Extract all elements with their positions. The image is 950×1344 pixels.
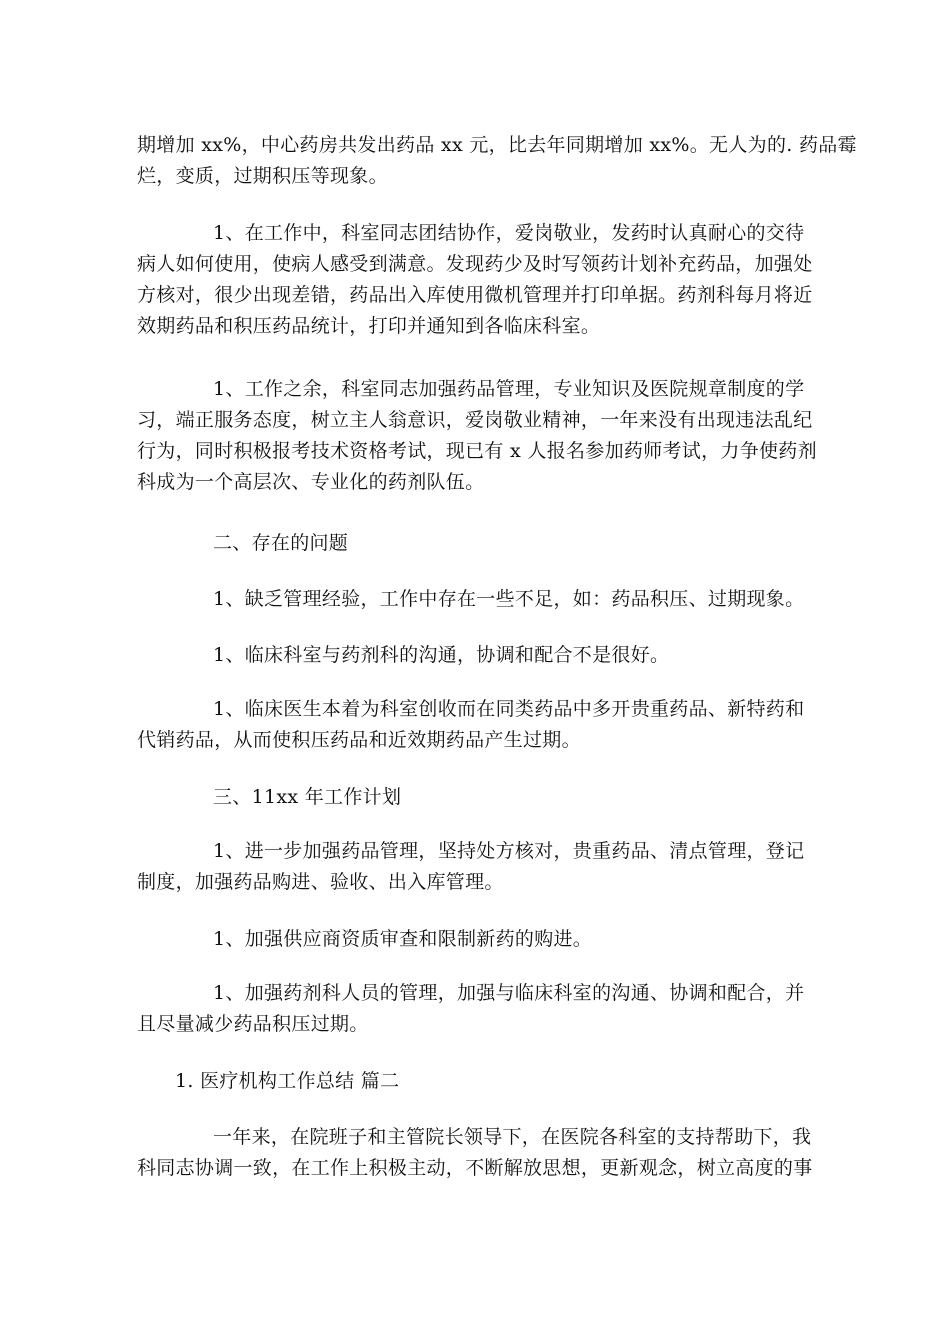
text-line: 代销药品，从而使积压药品和近效期药品产生过期。 <box>137 729 581 751</box>
text-line: 烂，变质，过期积压等现象。 <box>137 165 388 187</box>
paragraph-supplier-review <box>137 924 813 955</box>
section-heading-work-plan <box>137 782 813 813</box>
paragraph-staff-management <box>137 978 813 1040</box>
text-line: 行为，同时积极报考技术资格考试，现已有 x 人报名参加药师考试，力争使药剂 <box>137 440 817 462</box>
text-line: 方核对，很少出现差错，药品出入库使用微机管理并打印单据。药剂科每月将近 <box>137 284 813 306</box>
text-line: 1、缺乏管理经验，工作中存在一些不足，如：药品积压、过期现象。 <box>213 588 805 610</box>
text-line: 1、临床科室与药剂科的沟通，协调和配合不是很好。 <box>213 644 670 666</box>
text-line: 1、工作之余，科室同志加强药品管理，专业知识及医院规章制度的学 <box>213 378 805 400</box>
text-line: 三、11xx 年工作计划 <box>213 786 402 808</box>
paragraph-expensive-drugs <box>137 694 813 756</box>
paragraph-lack-experience <box>137 584 813 615</box>
text-line: 1、进一步加强药品管理，坚持处方核对，贵重药品、清点管理，登记 <box>213 840 805 862</box>
paragraph-drug-management <box>137 836 813 898</box>
text-line: 1. 医疗机构工作总结 篇二 <box>175 1070 400 1092</box>
text-line: 习，端正服务态度，树立主人翁意识，爱岗敬业精神，一年来没有出现违法乱纪 <box>137 409 813 431</box>
text-line: 1、临床医生本着为科室创收而在同类药品中多开贵重药品、新特药和 <box>213 698 805 720</box>
paragraph-communication <box>137 640 813 671</box>
text-line: 病人如何使用，使病人感受到满意。发现药少及时写领药计划补充药品，加强处 <box>137 253 813 275</box>
section-heading-problems <box>137 528 813 559</box>
text-line: 效期药品和积压药品统计，打印并通知到各临床科室。 <box>137 315 601 337</box>
text-line: 一年来，在院班子和主管院长领导下，在医院各科室的支持帮助下，我 <box>213 1126 812 1148</box>
paragraph-year-review <box>137 1122 813 1184</box>
text-line: 二、存在的问题 <box>213 532 349 554</box>
text-line: 1、加强药剂科人员的管理，加强与临床科室的沟通、协调和配合，并 <box>213 982 805 1004</box>
text-line: 1、在工作中，科室同志团结协作，爱岗敬业，发药时认真耐心的交待 <box>213 222 805 244</box>
text-line: 制度，加强药品购进、验收、出入库管理。 <box>137 871 504 893</box>
text-line: 且尽量减少药品积压过期。 <box>137 1013 369 1035</box>
text-line: 科成为一个高层次、专业化的药剂队伍。 <box>137 471 485 493</box>
paragraph-spare-time-study <box>137 374 817 498</box>
text-line: 期增加 xx%，中心药房共发出药品 xx 元，比去年同期增加 xx%。无人为的. 药品霉 <box>137 134 857 156</box>
text-line: 1、加强供应商资质审查和限制新药的购进。 <box>213 928 593 950</box>
text-line: 科同志协调一致，在工作上积极主动，不断解放思想，更新观念，树立高度的事 <box>137 1157 813 1179</box>
section-heading-part-two <box>137 1066 813 1097</box>
paragraph-sales-summary <box>137 130 857 192</box>
paragraph-work-cooperation <box>137 218 813 342</box>
